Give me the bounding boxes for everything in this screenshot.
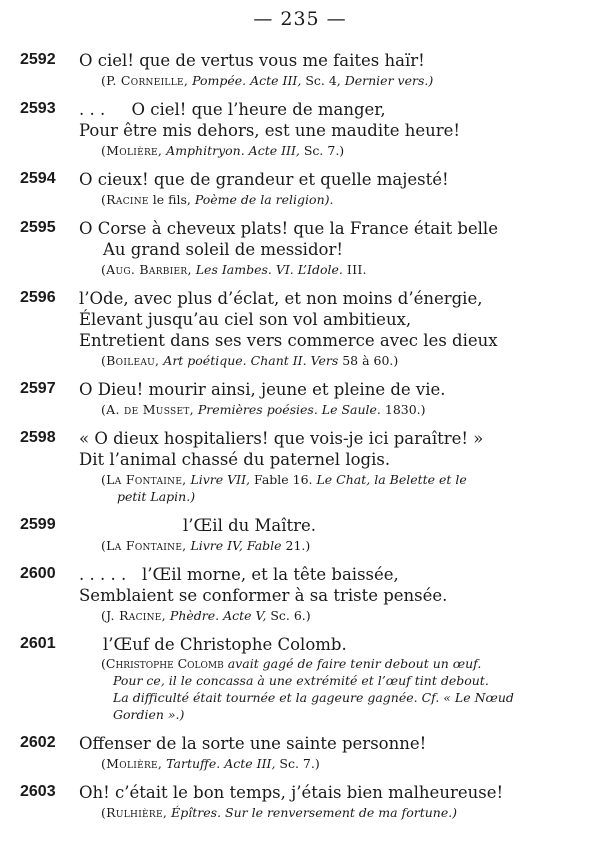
quote-line: O Corse à cheveux plats! que la France était belle [79,219,498,238]
quote-line: O ciel! que de vertus vous me faites haïr! [79,51,425,70]
source-citation: (Rulhière, Épîtres. Sur le renversement de ma fortune.) [101,805,458,820]
entry-number: 2600 [20,565,56,582]
quote-line: O cieux! que de grandeur et quelle majesté! [79,170,449,189]
quote-line: Élevant jusqu’au ciel son vol ambitieux, [79,310,412,329]
entry-number: 2593 [20,100,56,117]
source-citation: (Christophe Colomb avait gagé de faire tenir debout un œuf. [101,656,482,671]
entry-number: 2599 [20,516,56,533]
entry-number: 2601 [20,635,56,652]
entry-number: 2592 [20,51,56,68]
page-number: — 235 — [253,8,347,30]
quote-line: l’Ode, avec plus d’éclat, et non moins d’énergie, [79,289,483,308]
entry-2598 [0,428,600,505]
entry-2596 [0,288,600,369]
quote-line: Au grand soleil de messidor! [103,240,343,259]
entry-number: 2603 [20,783,56,800]
entry-2593 [0,99,600,159]
entry-2594 [0,169,600,208]
quote-line: l’Œuf de Christophe Colomb. [103,635,347,654]
source-citation: (Molière, Tartuffe. Acte III, Sc. 7.) [101,756,320,771]
quote-line: Offenser de la sorte une sainte personne! [79,734,427,753]
quote-line: Oh! c’était le bon temps, j’étais bien malheureuse! [79,783,504,802]
source-citation: (Boileau, Art poétique. Chant II. Vers 58 à 60.) [101,353,399,368]
entry-2592 [0,50,600,89]
source-citation: (Aug. Barbier, Les Iambes. VI. L’Idole. III. [101,262,367,277]
quotation-list [0,50,600,831]
entry-2601 [0,634,600,723]
source-citation-cont: Gordien ».) [113,707,185,722]
entry-2600 [0,564,600,624]
entry-number: 2602 [20,734,56,751]
source-citation: (Racine le fils, Poème de la religion). [101,192,334,207]
entry-2599 [0,515,600,554]
entry-number: 2596 [20,289,56,306]
entry-number: 2595 [20,219,56,236]
source-citation: (Molière, Amphitryon. Acte III, Sc. 7.) [101,143,345,158]
entry-2597 [0,379,600,418]
entry-number: 2594 [20,170,56,187]
entry-2602 [0,733,600,772]
source-citation: (P. Corneille, Pompée. Acte III, Sc. 4, Dernier vers.) [101,73,434,88]
quote-line: Semblaient se conformer à sa triste pensée. [79,586,448,605]
source-citation: (La Fontaine, Livre VII, Fable 16. Le Chat, la Belette et le [101,472,467,487]
source-citation-cont: Pour ce, il le concassa à une extrémité et l’œuf tint debout. [113,673,489,688]
quote-line: Pour être mis dehors, est une maudite heure! [79,121,461,140]
quote-line: . . . . . l’Œil morne, et la tête baissée, [79,565,399,584]
entry-2595 [0,218,600,278]
entry-number: 2598 [20,429,56,446]
source-citation: (A. de Musset, Premières poésies. Le Saule. 1830.) [101,402,426,417]
quote-line: l’Œil du Maître. [183,516,317,535]
quote-line: Entretient dans ses vers commerce avec les dieux [79,331,498,350]
quote-line: . . . O ciel! que l’heure de manger, [79,100,386,119]
source-citation-cont: petit Lapin.) [117,489,196,504]
quote-line: « O dieux hospitaliers! que vois-je ici paraître! » [79,429,484,448]
entry-number: 2597 [20,380,56,397]
entry-2603 [0,782,600,821]
source-citation: (La Fontaine, Livre IV, Fable 21.) [101,538,311,553]
source-citation: (J. Racine, Phèdre. Acte V, Sc. 6.) [101,608,311,623]
quote-line: O Dieu! mourir ainsi, jeune et pleine de vie. [79,380,446,399]
source-citation-cont: La difficulté était tournée et la gageure gagnée. Cf. « Le Nœud [113,690,514,705]
quote-line: Dit l’animal chassé du paternel logis. [79,450,391,469]
